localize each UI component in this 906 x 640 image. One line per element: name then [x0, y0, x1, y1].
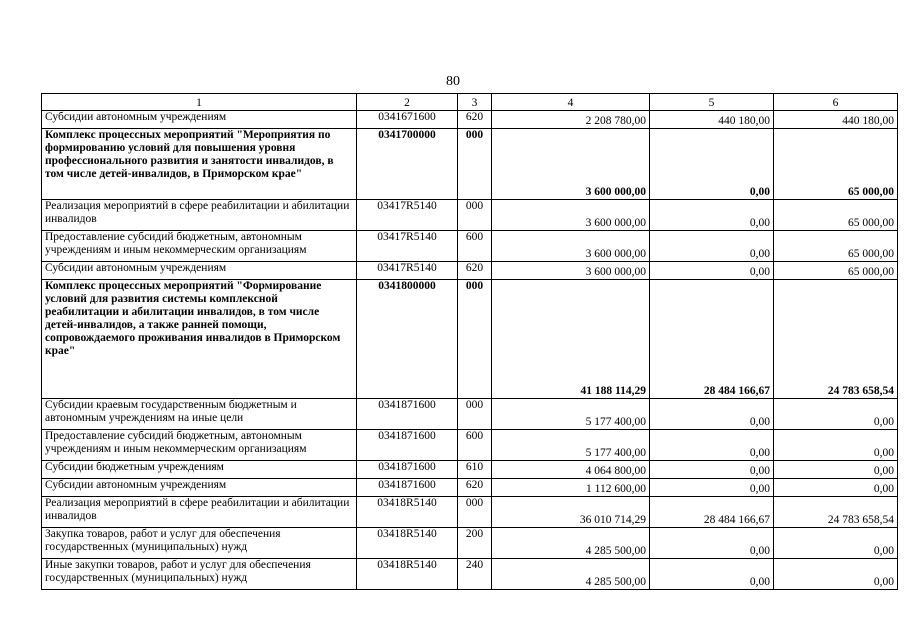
code-cell: 0341671600: [357, 111, 458, 129]
column-header: 1: [42, 94, 357, 111]
amount-col4-cell: 3 600 000,00: [492, 129, 650, 200]
row-name-cell: Субсидии автономным учреждениям: [42, 262, 357, 280]
table-row: [42, 399, 898, 430]
row-name-cell: Субсидии бюджетным учреждениям: [42, 461, 357, 479]
amount-col5-cell: 0,00: [650, 200, 774, 231]
type-cell: 000: [458, 200, 492, 231]
amount-col6-cell: 0,00: [774, 399, 898, 430]
table-row: [42, 479, 898, 497]
row-name-cell: Предоставление субсидий бюджетным, автономным учреждениям и иным некоммерческим организациям: [42, 430, 357, 461]
amount-col6-cell: 65 000,00: [774, 262, 898, 280]
row-name-cell: Предоставление субсидий бюджетным, автономным учреждениям и иным некоммерческим организациям: [42, 231, 357, 262]
code-cell: 03418R5140: [357, 528, 458, 559]
amount-col6-cell: 0,00: [774, 479, 898, 497]
type-cell: 200: [458, 528, 492, 559]
amount-col6-cell: 65 000,00: [774, 200, 898, 231]
table-row: [42, 559, 898, 590]
amount-col4-cell: 3 600 000,00: [492, 200, 650, 231]
amount-col5-cell: 0,00: [650, 399, 774, 430]
type-cell: 600: [458, 430, 492, 461]
amount-col6-cell: 440 180,00: [774, 111, 898, 129]
column-header: 2: [357, 94, 458, 111]
code-cell: 0341871600: [357, 430, 458, 461]
amount-col5-cell: 440 180,00: [650, 111, 774, 129]
row-name-cell: Реализация мероприятий в сфере реабилитации и абилитации инвалидов: [42, 497, 357, 528]
amount-col5-cell: 0,00: [650, 129, 774, 200]
code-cell: 0341700000: [357, 129, 458, 200]
amount-col4-cell: 5 177 400,00: [492, 430, 650, 461]
table-row: [42, 111, 898, 129]
amount-col5-cell: 28 484 166,67: [650, 280, 774, 399]
table-row: [42, 528, 898, 559]
table-row: [42, 129, 898, 200]
table-header-row: [42, 94, 898, 111]
page-number: 80: [446, 74, 460, 89]
type-cell: 000: [458, 497, 492, 528]
code-cell: 03417R5140: [357, 231, 458, 262]
amount-col4-cell: 36 010 714,29: [492, 497, 650, 528]
column-header: 4: [492, 94, 650, 111]
amount-col4-cell: 4 285 500,00: [492, 559, 650, 590]
amount-col5-cell: 28 484 166,67: [650, 497, 774, 528]
amount-col6-cell: 0,00: [774, 528, 898, 559]
code-cell: 03418R5140: [357, 559, 458, 590]
type-cell: 600: [458, 231, 492, 262]
amount-col4-cell: 1 112 600,00: [492, 479, 650, 497]
row-name-cell: Комплекс процессных мероприятий "Мероприятия по формированию условий для повышения уровня профессионального развития и занятости инвалидов, в том числе детей-инвалидов, в Приморском крае": [42, 129, 357, 200]
column-header: 5: [650, 94, 774, 111]
amount-col4-cell: 4 285 500,00: [492, 528, 650, 559]
amount-col4-cell: 3 600 000,00: [492, 262, 650, 280]
row-name-cell: Субсидии автономным учреждениям: [42, 111, 357, 129]
code-cell: 03417R5140: [357, 200, 458, 231]
amount-col5-cell: 0,00: [650, 528, 774, 559]
table-row: [42, 280, 898, 399]
code-cell: 0341871600: [357, 479, 458, 497]
table-body: [42, 111, 898, 590]
amount-col5-cell: 0,00: [650, 430, 774, 461]
amount-col6-cell: 24 783 658,54: [774, 280, 898, 399]
type-cell: 610: [458, 461, 492, 479]
code-cell: 03418R5140: [357, 497, 458, 528]
type-cell: 000: [458, 129, 492, 200]
amount-col6-cell: 65 000,00: [774, 129, 898, 200]
code-cell: 03417R5140: [357, 262, 458, 280]
table-row: [42, 262, 898, 280]
amount-col5-cell: 0,00: [650, 262, 774, 280]
budget-table: [41, 93, 898, 590]
type-cell: 620: [458, 111, 492, 129]
amount-col6-cell: 0,00: [774, 430, 898, 461]
row-name-cell: Реализация мероприятий в сфере реабилитации и абилитации инвалидов: [42, 200, 357, 231]
type-cell: 620: [458, 479, 492, 497]
row-name-cell: Комплекс процессных мероприятий "Формирование условий для развития системы комплексной реабилитации и абилитации инвалидов, в том числе детей-инвалидов, а также ранней помощи, сопровождаемого проживания инвалидов в Приморском крае": [42, 280, 357, 399]
amount-col5-cell: 0,00: [650, 559, 774, 590]
amount-col4-cell: 2 208 780,00: [492, 111, 650, 129]
amount-col6-cell: 24 783 658,54: [774, 497, 898, 528]
amount-col5-cell: 0,00: [650, 231, 774, 262]
column-header: 3: [458, 94, 492, 111]
column-header: 6: [774, 94, 898, 111]
type-cell: 620: [458, 262, 492, 280]
table-row: [42, 461, 898, 479]
code-cell: 0341871600: [357, 399, 458, 430]
amount-col5-cell: 0,00: [650, 479, 774, 497]
type-cell: 000: [458, 280, 492, 399]
row-name-cell: Субсидии автономным учреждениям: [42, 479, 357, 497]
row-name-cell: Закупка товаров, работ и услуг для обеспечения государственных (муниципальных) нужд: [42, 528, 357, 559]
table-row: [42, 497, 898, 528]
type-cell: 240: [458, 559, 492, 590]
amount-col6-cell: 0,00: [774, 461, 898, 479]
amount-col4-cell: 41 188 114,29: [492, 280, 650, 399]
amount-col6-cell: 65 000,00: [774, 231, 898, 262]
type-cell: 000: [458, 399, 492, 430]
amount-col5-cell: 0,00: [650, 461, 774, 479]
table-row: [42, 231, 898, 262]
table-row: [42, 200, 898, 231]
amount-col6-cell: 0,00: [774, 559, 898, 590]
amount-col4-cell: 5 177 400,00: [492, 399, 650, 430]
amount-col4-cell: 3 600 000,00: [492, 231, 650, 262]
row-name-cell: Субсидии краевым государственным бюджетным и автономным учреждениям на иные цели: [42, 399, 357, 430]
table-row: [42, 430, 898, 461]
code-cell: 0341871600: [357, 461, 458, 479]
row-name-cell: Иные закупки товаров, работ и услуг для обеспечения государственных (муниципальных) нужд: [42, 559, 357, 590]
code-cell: 0341800000: [357, 280, 458, 399]
amount-col4-cell: 4 064 800,00: [492, 461, 650, 479]
